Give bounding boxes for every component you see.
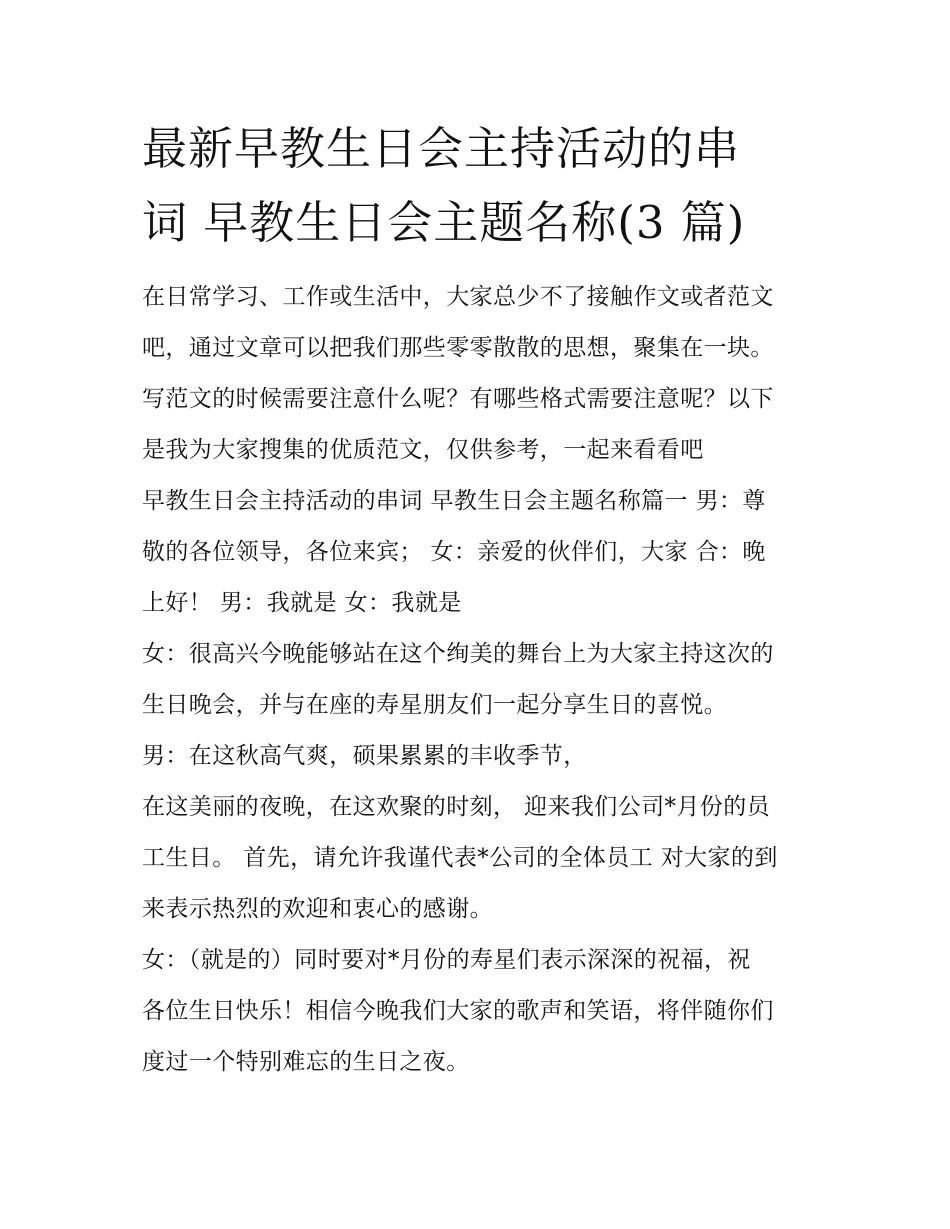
title-line-2: 词 早教生日会主题名称(3 篇) <box>142 196 746 249</box>
document-title <box>142 112 814 260</box>
paragraph-female-host-welcome: 女：很高兴今晚能够站在这个绚美的舞台上为大家主持这次的 生日晚会，并与在座的寿星朋友们一起分享生日的喜悦。 <box>142 641 774 718</box>
paragraph-birthday-wishes: 女：（就是的）同时要对*月份的寿星们表示深深的祝福，祝 各位生日快乐！相信今晚我们大家的歌声和笑语，将伴随你们 度过一个特别难忘的生日之夜。 <box>142 947 774 1075</box>
paragraph-opening-greeting: 早教生日会主持活动的串词 早教生日会主题名称篇一 男：尊 敬的各位领导，各位来宾； 女：亲爱的伙伴们，大家 合：晚 上好！ 男：我就是 女：我就是 <box>142 488 766 616</box>
paragraph-male-host-season: 男：在这秋高气爽，硕果累累的丰收季节， <box>142 743 587 769</box>
paragraph-intro: 在日常学习、工作或生活中，大家总少不了接触作文或者范文 吧，通过文章可以把我们那些零零散散的思想，聚集在一块。 写范文的时候需要注意什么呢？有哪些格式需要注意呢？以下 是我为大家搜集的优质范文，仅供参考，一起来看看吧 <box>142 284 774 463</box>
document-body <box>142 272 814 1088</box>
document-page <box>142 112 814 1088</box>
paragraph-company-welcome: 在这美丽的夜晚，在这欢聚的时刻， 迎来我们公司*月份的员 工生日。 首先，请允许我谨代表*公司的全体员工 对大家的到 来表示热烈的欢迎和衷心的感谢。 <box>142 794 778 922</box>
title-line-1: 最新早教生日会主持活动的串 <box>142 122 741 175</box>
